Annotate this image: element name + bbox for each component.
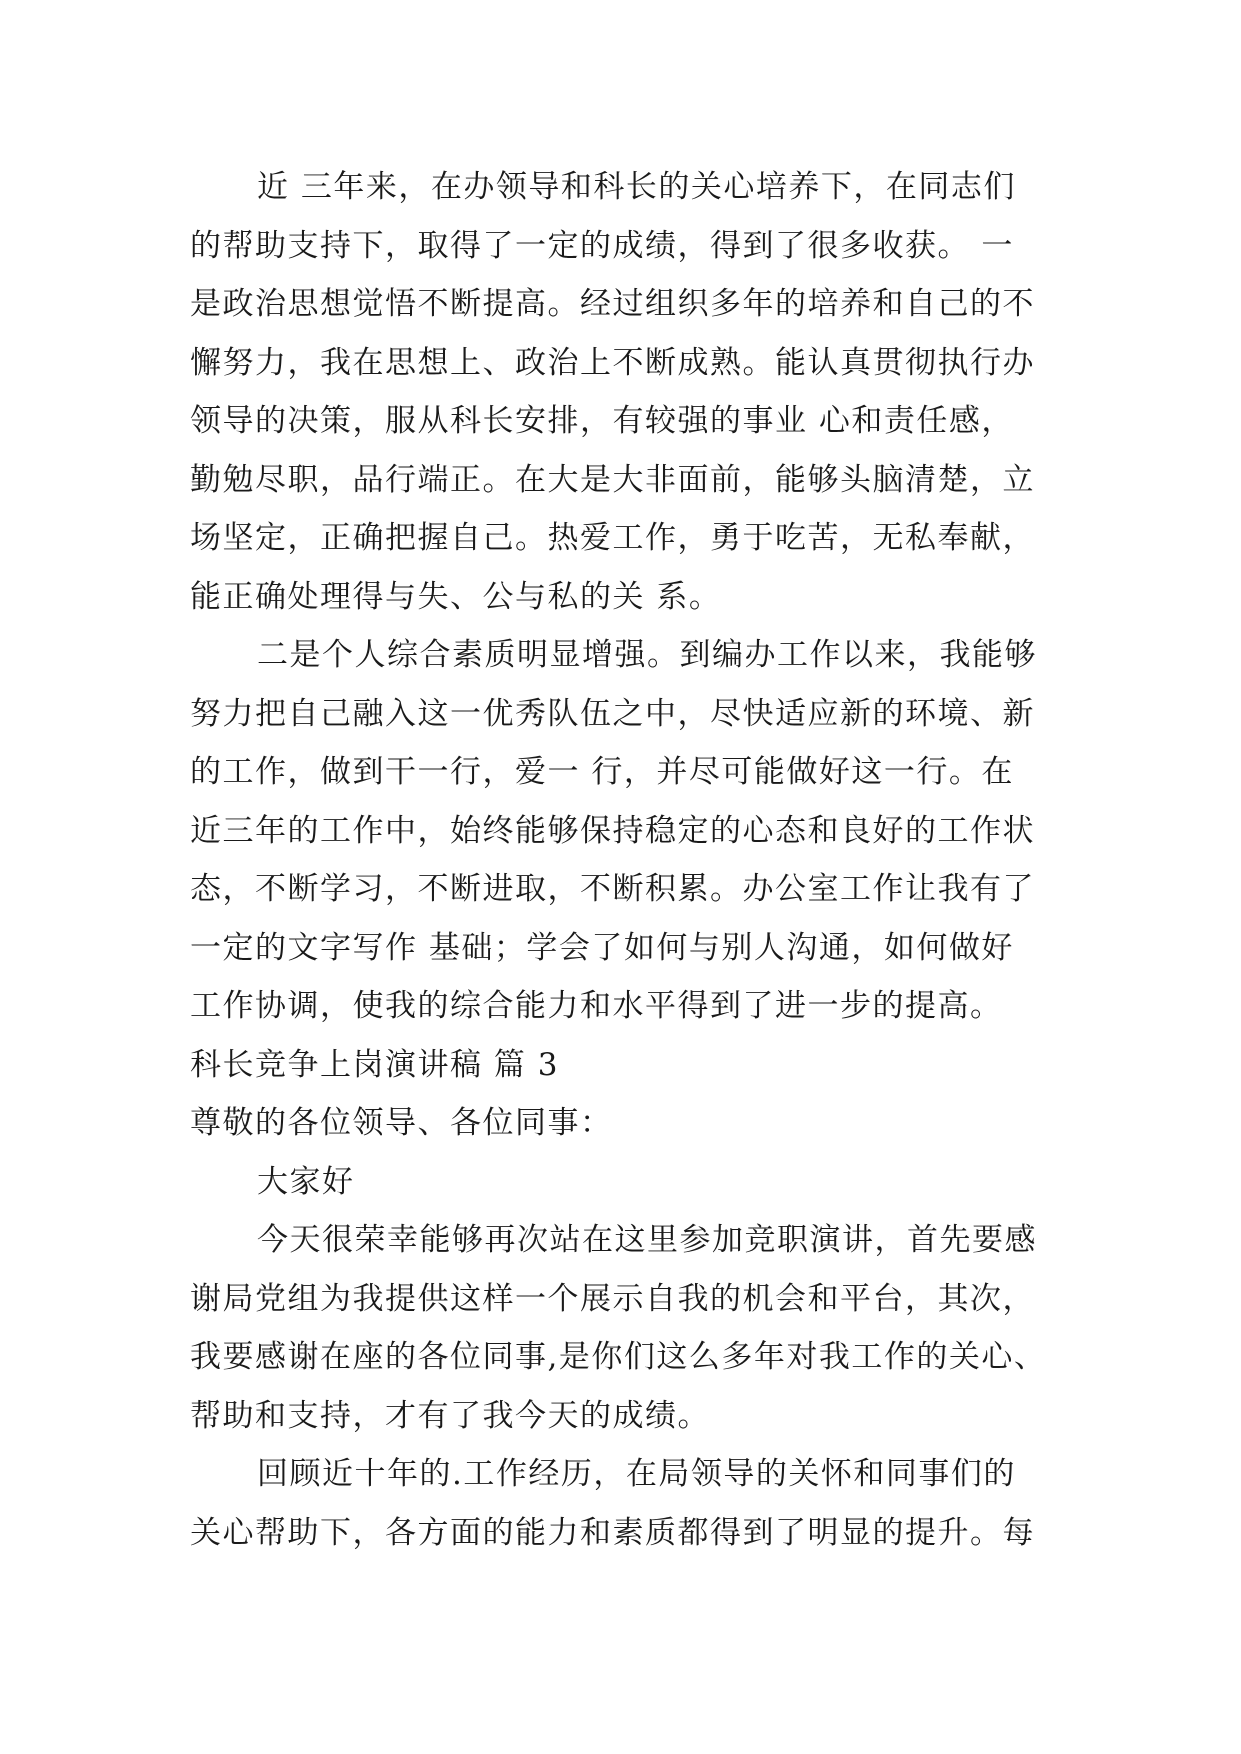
text-line: 回顾近十年的.工作经历，在局领导的关怀和同事们的 [257,1456,1016,1492]
text-line: 科长竞争上岗演讲稿 篇 3 [190,1046,559,1083]
text-line: 大家好 [257,1163,355,1200]
text-line: 态，不断学习，不断进取，不断积累。办公室工作让我有了 [190,871,1035,907]
document-body [190,158,1060,1562]
text-line: 领导的决策，服从科长安排，有较强的事业 心和责任感， [190,403,1014,439]
text-line: 勤勉尽职，品行端正。在大是大非面前，能够头脑清楚，立 [190,461,1035,498]
text-line: 近三年的工作中，始终能够保持稳定的心态和良好的工作状 [190,812,1035,849]
text-line: 谢局党组为我提供这样一个展示自我的机会和平台，其次， [190,1280,1035,1317]
text-line: 今天很荣幸能够再次站在这里参加竞职演讲，首先要感 [257,1222,1037,1258]
text-line: 的工作，做到干一行，爱一 行，并尽可能做好这一行。在 [190,754,1014,790]
text-line: 的帮助支持下，取得了一定的成绩，得到了很多收获。 一 [190,227,1014,264]
text-line: 尊敬的各位领导、各位同事： [190,1105,613,1141]
text-line: 近 三年来，在办领导和科长的关心培养下，在同志们 [257,169,1016,205]
text-line: 关心帮助下，各方面的能力和素质都得到了明显的提升。每 [190,1514,1035,1551]
text-line: 二是个人综合素质明显增强。到编办工作以来，我能够 [257,637,1037,673]
text-line: 帮助和支持，才有了我今天的成绩。 [190,1397,710,1434]
text-line: 工作协调，使我的综合能力和水平得到了进一步的提高。 [190,988,1003,1024]
text-line: 一定的文字写作 基础；学会了如何与别人沟通，如何做好 [190,929,1014,966]
text-line: 场坚定，正确把握自己。热爱工作，勇于吃苦，无私奉献， [190,520,1035,556]
text-line: 懈努力，我在思想上、政治上不断成熟。能认真贯彻执行办 [190,344,1035,381]
text-line: 我要感谢在座的各位同事,是你们这么多年对我工作的关心、 [190,1339,1047,1375]
text-line: 努力把自己融入这一优秀队伍之中，尽快适应新的环境、新 [190,695,1035,732]
text-line: 是政治思想觉悟不断提高。经过组织多年的培养和自己的不 [190,286,1035,322]
text-line: 能正确处理得与失、公与私的关 系。 [190,578,722,615]
